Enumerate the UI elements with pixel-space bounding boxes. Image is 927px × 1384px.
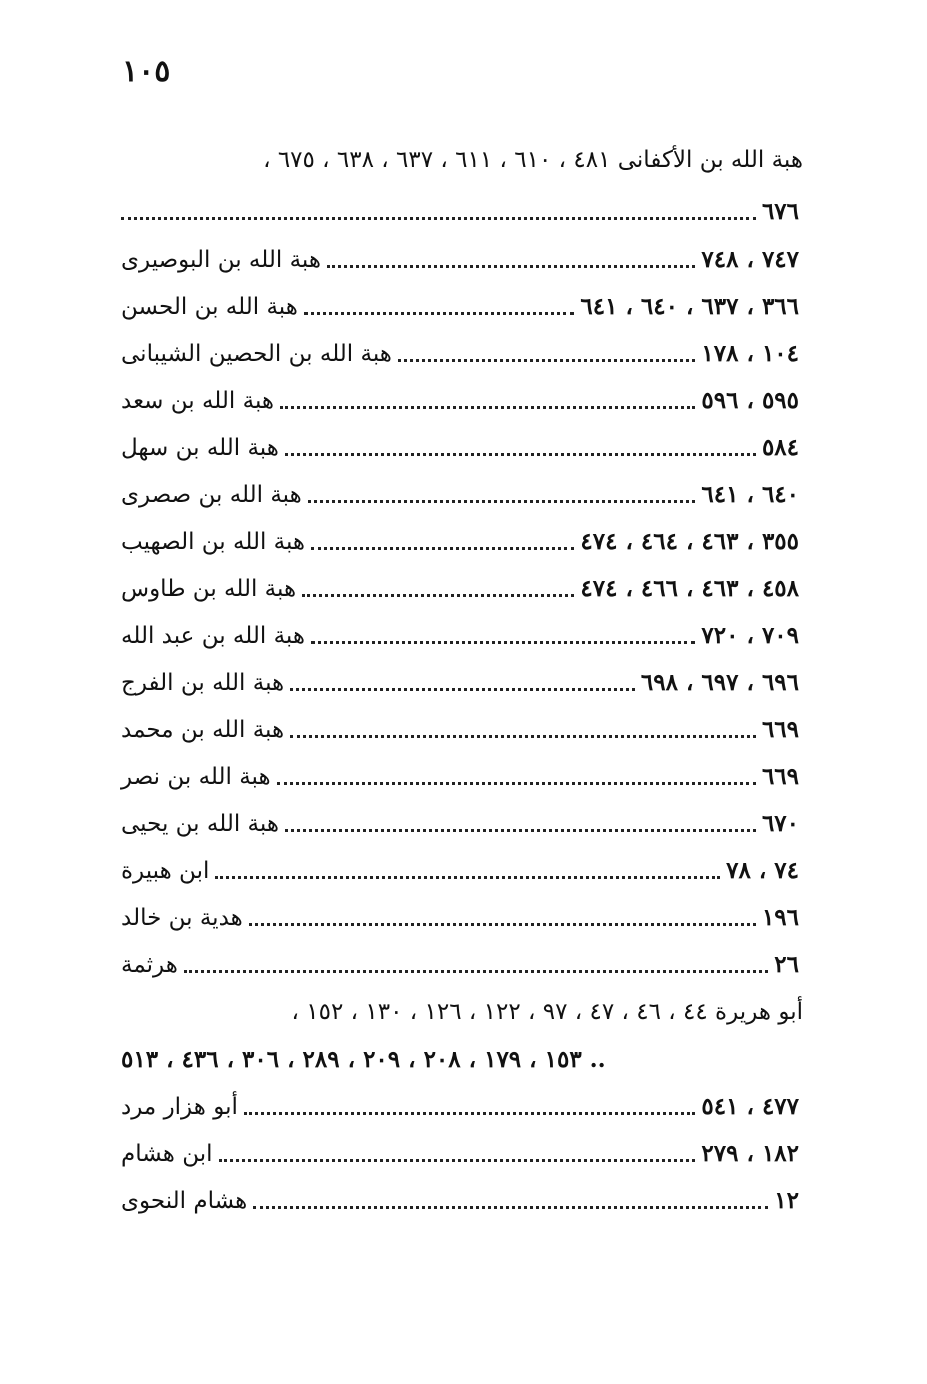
entry-pages: ٦٦٩ — [761, 716, 799, 743]
leader-dots — [219, 1157, 696, 1162]
leader-dots — [253, 1204, 768, 1209]
index-entry — [115, 1181, 803, 1221]
index-entry — [115, 992, 803, 1032]
leader-dots — [244, 1110, 696, 1115]
entry-name: هبة الله بن البوصيرى — [121, 247, 321, 273]
entry-pages: ٥٩٥ ، ٥٩٦ — [701, 387, 799, 414]
leader-dots — [290, 733, 756, 738]
entry-name: هبة الله بن الصهيب — [121, 529, 306, 555]
entry-name: هبة الله بن صصرى — [121, 482, 302, 508]
index-entry — [115, 522, 803, 562]
index-entry — [115, 381, 803, 421]
index-entry — [115, 475, 803, 515]
index-entry — [115, 1134, 803, 1174]
entry-name: هبة الله بن سهل — [121, 435, 279, 461]
entry-name: هبة الله بن محمد — [121, 717, 285, 743]
entry-name: هشام النحوى — [121, 1188, 248, 1214]
entry-pages: ٦٩٦ ، ٦٩٧ ، ٦٩٨ — [640, 669, 799, 696]
entry-name: هبة الله بن عبد الله — [121, 623, 305, 649]
entry-name: هبة الله بن الفرج — [121, 670, 285, 696]
leader-dots — [249, 921, 756, 926]
leader-dots — [311, 639, 695, 644]
index-entry — [115, 569, 803, 609]
index-entry — [115, 334, 803, 374]
index-entry — [115, 757, 803, 797]
entry-name: هبة الله بن يحيى — [121, 811, 279, 837]
index-entry — [115, 287, 803, 327]
entry-pages: ٤٧٧ ، ٥٤١ — [701, 1093, 799, 1120]
index-entry — [115, 428, 803, 468]
index-entry — [115, 1087, 803, 1127]
index-entry — [115, 616, 803, 656]
index-entry — [115, 663, 803, 703]
entry-name: هبة الله بن طاوس — [121, 576, 297, 602]
entry-name: أبو هزار مرد — [121, 1094, 238, 1120]
leader-dots — [285, 451, 756, 456]
entry-pages: ٦٤٠ ، ٦٤١ — [701, 481, 799, 508]
entry-pages: ٤٥٨ ، ٤٦٣ ، ٤٦٦ ، ٤٧٤ — [580, 575, 799, 602]
entry-name: هبة الله بن سعد — [121, 388, 275, 414]
entry-pages: ١٨٢ ، ٢٧٩ — [701, 1140, 799, 1167]
leader-dots — [304, 310, 575, 315]
entry-name: هرثمة — [121, 952, 178, 978]
leader-dots — [302, 592, 574, 597]
entry-pages: ٦٧٠ — [761, 810, 799, 837]
entry-pages: ٧٤ ، ٧٨ — [726, 857, 799, 884]
leader-dots — [327, 263, 695, 268]
leader-dots — [277, 780, 756, 785]
entry-pages: ٦٦٩ — [761, 763, 799, 790]
leader-dots — [285, 827, 756, 832]
index-entry — [115, 898, 803, 938]
entry-pages: ٣٦٦ ، ٦٣٧ ، ٦٤٠ ، ٦٤١ — [580, 293, 799, 320]
entry-name: هبة الله بن نصر — [121, 764, 271, 790]
leader-dots — [308, 498, 696, 503]
leader-dots — [290, 686, 635, 691]
entry-name: ابن هشام — [121, 1141, 213, 1167]
index-entry — [115, 710, 803, 750]
entry-pages: ١٩٦ — [761, 904, 799, 931]
leader-dots — [280, 404, 695, 409]
entry-name: هبة الله بن الحسن — [121, 294, 298, 320]
index-entry — [115, 140, 803, 180]
index-entry-continuation — [115, 1040, 803, 1080]
leader-dots — [121, 215, 756, 220]
entry-name: أبو هريرة ٤٤ ، ٤٦ ، ٤٧ ، ٩٧ ، ١٢٢ ، ١٢٦ ، ١٣٠ ، ١٥٢ ، — [291, 999, 803, 1025]
page-number: ١٠٥ — [122, 54, 171, 89]
entry-pages: ٧٠٩ ، ٧٢٠ — [701, 622, 799, 649]
leader-dots — [398, 357, 696, 362]
entry-pages: ١٠٤ ، ١٧٨ — [701, 340, 799, 367]
leader-dots — [215, 874, 720, 879]
entry-pages: ٥٨٤ — [761, 434, 799, 461]
index-entry — [115, 240, 803, 280]
entry-pages: ٦٧٦ — [761, 198, 799, 225]
leader-dots — [311, 545, 574, 550]
entry-name: ابن هبيرة — [121, 858, 210, 884]
entry-pages: .. ١٥٣ ، ١٧٩ ، ٢٠٨ ، ٢٠٩ ، ٢٨٩ ، ٣٠٦ ، ٤٣٦ ، ٥١٣ — [121, 1046, 606, 1073]
index-entry-continuation — [115, 192, 803, 232]
entry-name: هدية بن خالد — [121, 905, 243, 931]
entry-name: هبة الله بن الحصين الشيبانى — [121, 341, 392, 367]
index-entry — [115, 804, 803, 844]
entry-name: هبة الله بن الأكفانى ٤٨١ ، ٦١٠ ، ٦١١ ، ٦٣٧ ، ٦٣٨ ، ٦٧٥ ، — [263, 147, 803, 173]
entry-pages: ٧٤٧ ، ٧٤٨ — [701, 246, 799, 273]
index-entry — [115, 945, 803, 985]
leader-dots — [184, 968, 768, 973]
entry-pages: ٢٦ — [774, 951, 799, 978]
entry-pages: ٣٥٥ ، ٤٦٣ ، ٤٦٤ ، ٤٧٤ — [580, 528, 799, 555]
index-entry — [115, 851, 803, 891]
entry-pages: ١٢ — [774, 1187, 799, 1214]
